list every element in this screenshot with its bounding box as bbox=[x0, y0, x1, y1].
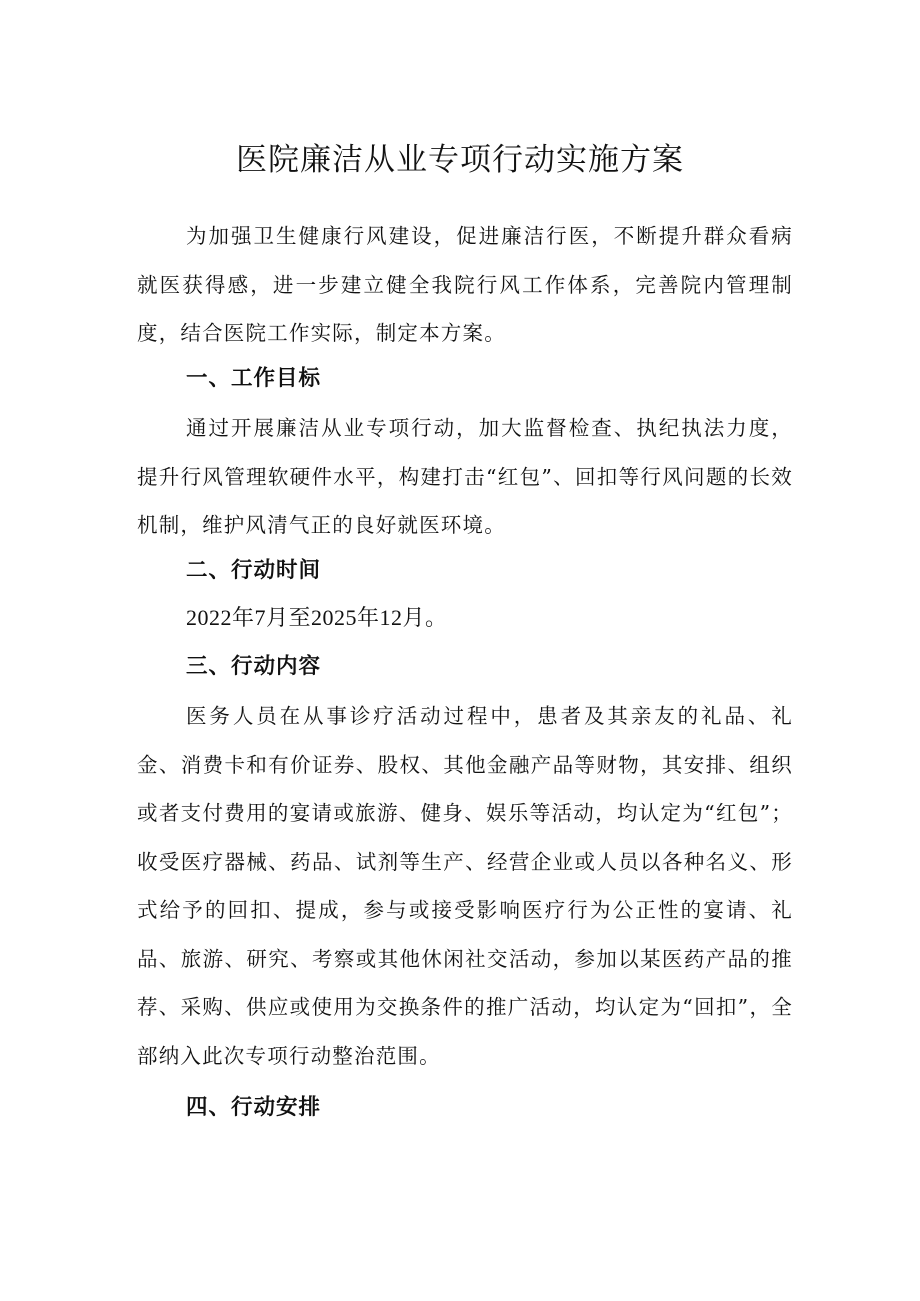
section-heading-action-arrangement: 四、行动安排 bbox=[186, 1095, 322, 1120]
section-heading-action-content: 三、行动内容 bbox=[186, 654, 322, 679]
section-body-work-goals: 通过开展廉洁从业专项行动，加大监督检查、执纪执法力度，提升行风管理软硬件水平，构建打击“红包”、回扣等行风问题的长效机制，维护风清气正的良好就医环境。 bbox=[137, 416, 793, 537]
section-body-action-time: 2022年7月至2025年12月。 bbox=[186, 605, 448, 630]
section-heading-work-goals: 一、工作目标 bbox=[186, 366, 322, 391]
intro-paragraph: 为加强卫生健康行风建设，促进廉洁行医，不断提升群众看病就医获得感，进一步建立健全我院行风工作体系，完善院内管理制度，结合医院工作实际，制定本方案。 bbox=[137, 224, 793, 345]
section-heading-action-time: 二、行动时间 bbox=[186, 558, 322, 583]
section-body-action-content: 医务人员在从事诊疗活动过程中，患者及其亲友的礼品、礼金、消费卡和有价证券、股权、其他金融产品等财物，其安排、组织或者支付费用的宴请或旅游、健身、娱乐等活动，均认定为“红包”；收受医疗器械、药品、试剂等生产、经营企业或人员以各种名义、形式给予的回扣、提成，参与或接受影响医疗行为公正性的宴请、礼品、旅游、研究、考察或其他休闲社交活动，参加以某医药产品的推荐、采购、供应或使用为交换条件的推广活动，均认定为“回扣”，全部纳入此次专项行动整治范围。 bbox=[137, 704, 793, 1068]
document-title: 医院廉洁从业专项行动实施方案 bbox=[236, 142, 684, 178]
